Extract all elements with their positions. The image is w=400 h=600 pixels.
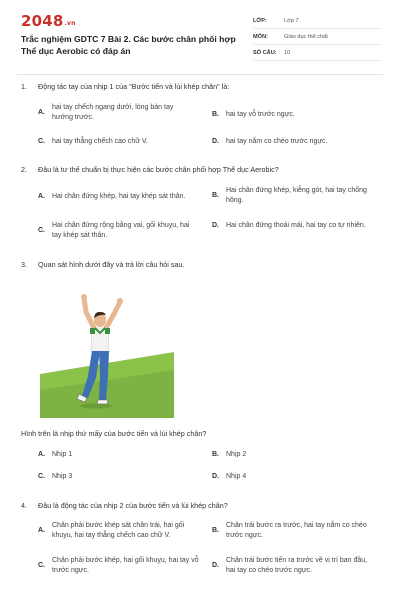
meta-row-count: SỐ CÂU: 10 xyxy=(253,45,381,61)
option-3a[interactable]: A. Nhịp 1 xyxy=(38,451,73,458)
question-2: 2. Đâu là tư thế chuẩn bị thực hiện các bước chân phối hợp Thể dục Aerobic? xyxy=(21,165,279,174)
meta-row-class: LỚP: Lớp 7 xyxy=(253,13,381,29)
question-3-subquestion: Hình trên là nhịp thứ mấy của bước tiến và lùi khép chân? xyxy=(21,429,207,438)
option-1a[interactable]: A. hai tay chếch ngang dưới, lòng bàn tay hướng trước. xyxy=(38,104,174,121)
option-3b[interactable]: B. Nhịp 2 xyxy=(212,451,247,458)
option-4a[interactable]: A. Chân phải bước khép sát chân trái, hai gối khuỵu, hai tay thẳng chếch cao chữ V. xyxy=(38,522,185,539)
shirt-sleeve-right xyxy=(105,328,110,334)
header-divider xyxy=(17,74,383,75)
option-4d[interactable]: D. Chân trái bước tiến ra trước về vị trí ban đầu, hai tay co chéo trước ngực. xyxy=(212,557,368,574)
option-3c[interactable]: C. Nhịp 3 xyxy=(38,473,73,480)
question-4: 4. Đâu là động tác của nhịp 2 của bước tiến và lùi khép chân? xyxy=(21,501,228,510)
question-text: Đâu là động tác của nhịp 2 của bước tiến và lùi khép chân? xyxy=(38,501,228,510)
question-1: 1. Động tác tay của nhịp 1 của "Bước tiến và lùi khép chân" là: xyxy=(21,82,230,91)
option-4c[interactable]: C. Chân phải bước khép, hai gối khuỵu, hai tay vỗ trước ngực. xyxy=(38,557,199,574)
aerobic-figure-image xyxy=(40,290,174,418)
shirt-sleeve-left xyxy=(90,328,95,334)
right-hand xyxy=(117,298,123,304)
option-2b[interactable]: B. Hai chân đứng khép, kiễng gót, hai tay chống hông. xyxy=(212,187,367,204)
option-1b[interactable]: B. hai tay vỗ trước ngực. xyxy=(212,111,295,118)
left-arm xyxy=(84,298,94,328)
shadow xyxy=(80,404,112,409)
option-1c[interactable]: C. hai tay thẳng chếch cao chữ V. xyxy=(38,138,148,145)
right-arm xyxy=(106,302,120,328)
site-logo[interactable]: 2048.vn xyxy=(21,12,76,30)
left-hand xyxy=(81,294,87,300)
option-2d[interactable]: D. Hai chân đứng thoải mái, hai tay co tự nhiên. xyxy=(212,222,366,229)
page-title: Trắc nghiệm GDTC 7 Bài 2. Các bước chân phối hợp Thể dục Aerobic có đáp án xyxy=(21,34,236,56)
option-1d[interactable]: D. hai tay nắm co chéo trước ngực. xyxy=(212,138,328,145)
page-header xyxy=(0,0,400,72)
meta-row-subject: MÔN: Giáo dục thể chất xyxy=(253,29,381,45)
option-2c[interactable]: C. Hai chân đứng rộng bằng vai, gối khuỵu, hai tay khép sát thân. xyxy=(38,222,190,239)
option-4b[interactable]: B. Chân trái bước ra trước, hai tay nắm co chéo trước ngực. xyxy=(212,522,367,539)
option-3d[interactable]: D. Nhịp 4 xyxy=(212,473,247,480)
question-text: Động tác tay của nhịp 1 của "Bước tiến và lùi khép chân" là: xyxy=(38,82,230,91)
option-2a[interactable]: A. Hai chân đứng khép, hai tay khép sát thân. xyxy=(38,193,186,200)
question-text: Quan sát hình dưới đây và trả lời câu hỏi sau. xyxy=(38,260,185,269)
right-shoe xyxy=(97,400,108,404)
meta-table xyxy=(253,13,381,61)
question-3: 3. Quan sát hình dưới đây và trả lời câu hỏi sau. xyxy=(21,260,185,269)
question-text: Đâu là tư thế chuẩn bị thực hiện các bước chân phối hợp Thể dục Aerobic? xyxy=(38,165,279,174)
